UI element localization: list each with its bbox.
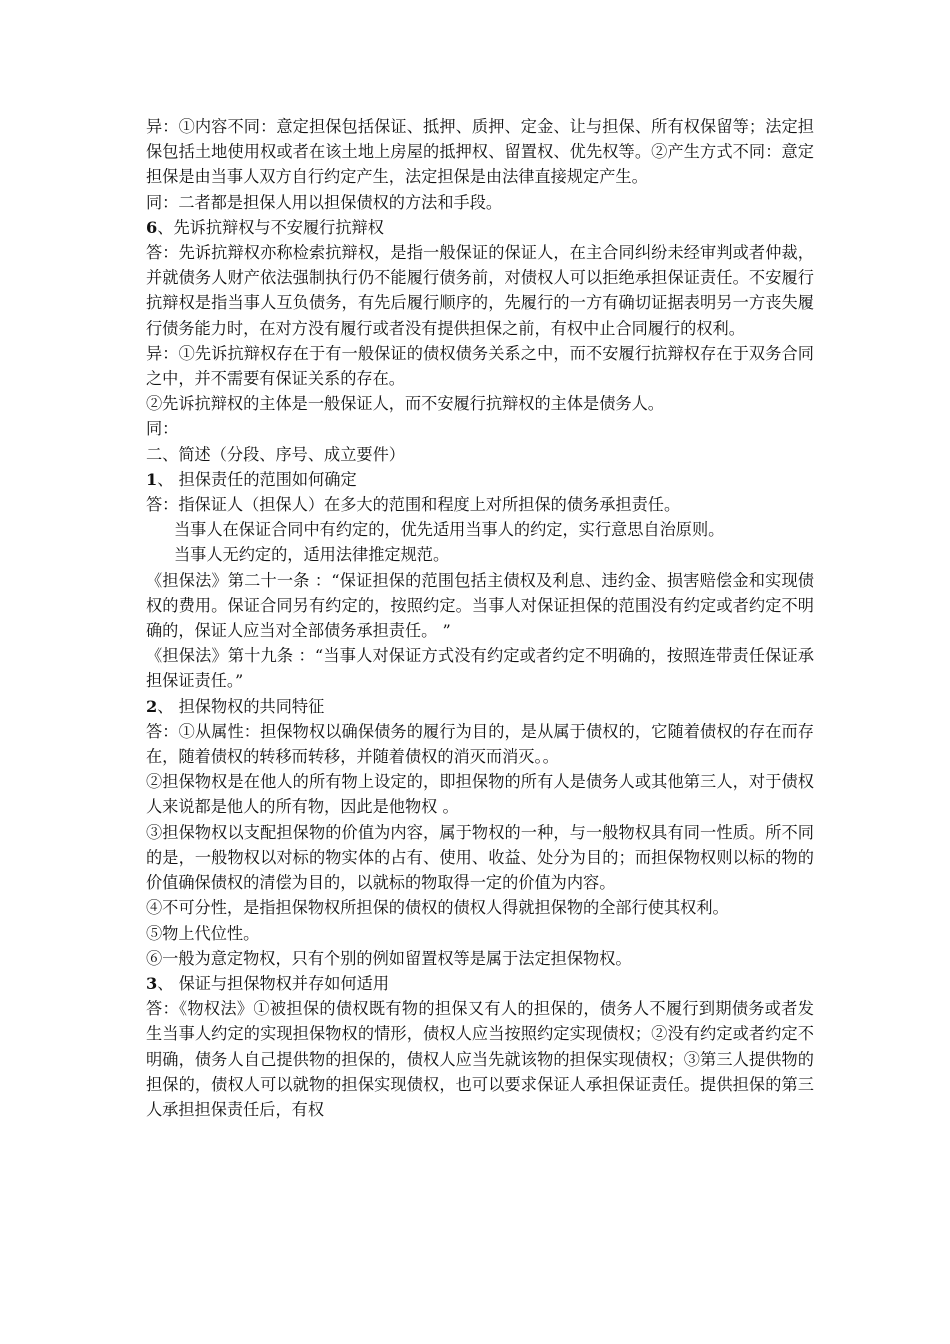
section-heading <box>146 467 814 492</box>
paragraph: ⑥一般为意定物权，只有个别的例如留置权等是属于法定担保物权。 <box>146 948 632 968</box>
indented-paragraph: 当事人无约定的，适用法律推定规范。 <box>174 545 450 565</box>
paragraph: ③担保物权以支配担保物的价值为内容，属于物权的一种，与一般物权具有同一性质。所不同的是，一般物权以对标的物实体的占有、使用、收益、处分为目的；而担保物权则以标的物的价值确保债权的清偿为目的，以就标的物取得一定的价值为内容。 <box>146 822 814 893</box>
heading-text: 、 保证与担保物权并存如何适用 <box>157 973 390 993</box>
paragraph: 答：指保证人（担保人）在多大的范围和程度上对所担保的债务承担责任。 <box>146 495 681 515</box>
paragraph: ②先诉抗辩权的主体是一般保证人，而不安履行抗辩权的主体是债务人。 <box>146 394 664 414</box>
section-heading <box>146 215 814 240</box>
indented-paragraph: 当事人在保证合同中有约定的，优先适用当事人的约定，实行意思自治原则。 <box>174 520 725 540</box>
paragraph: ⑤物上代位性。 <box>146 923 260 943</box>
paragraph: ④不可分性，是指担保物权所担保的债权的债权人得就担保物的全部行使其权利。 <box>146 898 729 918</box>
paragraph: 答：先诉抗辩权亦称检索抗辩权，是指一般保证的保证人，在主合同纠纷未经审判或者仲裁，并就债务人财产依法强制执行仍不能履行债务前，对债权人可以拒绝承担保证责任。不安履行抗辩权是指当事人互负债务，有先后履行顺序的，先履行的一方有确切证据表明另一方丧失履行债务能力时，在对方没有履行或者没有提供担保之前，有权中止合同履行的权利。 <box>146 243 814 338</box>
heading-number: 1 <box>146 469 158 489</box>
paragraph: 答：①从属性：担保物权以确保债务的履行为目的，是从属于债权的，它随着债权的存在而存在，随着债权的转移而转移，并随着债权的消灭而消灭。。 <box>146 721 814 767</box>
heading-number: 2 <box>146 696 158 716</box>
paragraph: 《担保法》第二十一条 ：“保证担保的范围包括主债权及利息、违约金、损害赔偿金和实现债权的费用。保证合同另有约定的，按照约定。当事人对保证担保的范围没有约定或者约定不明确的，保证人应当对全部债务承担责任。 ” <box>146 570 814 641</box>
paragraph: 异：①先诉抗辩权存在于有一般保证的债权债务关系之中，而不安履行抗辩权存在于双务合同之中，并不需要有保证关系的存在。 <box>146 343 814 389</box>
section-title: 二、简述（分段、序号、成立要件） <box>146 444 405 464</box>
paragraph: 异：①内容不同：意定担保包括保证、抵押、质押、定金、让与担保、所有权保留等；法定担保包括土地使用权或者在该土地上房屋的抵押权、留置权、优先权等。②产生方式不同：意定担保是由当事人双方自行约定产生，法定担保是由法律直接规定产生。 <box>146 117 814 187</box>
paragraph: ②担保物权是在他人的所有物上设定的，即担保物的所有人是债务人或其他第三人，对于债权人来说都是他人的所有物，因此是他物权 。 <box>146 772 814 817</box>
document-body <box>146 114 814 1122</box>
section-heading <box>146 694 814 719</box>
section-heading <box>146 971 814 996</box>
heading-text: 、 担保物权的共同特征 <box>157 696 325 716</box>
heading-number: 6 <box>146 217 158 237</box>
paragraph: 同：二者都是担保人用以担保债权的方法和手段。 <box>146 192 503 212</box>
heading-text: 、先诉抗辩权与不安履行抗辩权 <box>157 217 384 237</box>
paragraph: 同： <box>146 419 179 439</box>
heading-number: 3 <box>146 973 158 993</box>
paragraph: 《担保法》第十九条 ：“当事人对保证方式没有约定或者约定不明确的，按照连带责任保证承担保证责任。” <box>146 646 814 691</box>
heading-text: 、 担保责任的范围如何确定 <box>157 469 357 489</box>
paragraph: 答：《物权法》①被担保的债权既有物的担保又有人的担保的，债务人不履行到期债务或者发生当事人约定的实现担保物权的情形，债权人应当按照约定实现债权；②没有约定或者约定不明确，债务人自己提供物的担保的，债权人应当先就该物的担保实现债权；③第三人提供物的担保的，债权人可以就物的担保实现债权，也可以要求保证人承担保证责任。提供担保的第三人承担担保责任后，有权 <box>146 999 814 1119</box>
